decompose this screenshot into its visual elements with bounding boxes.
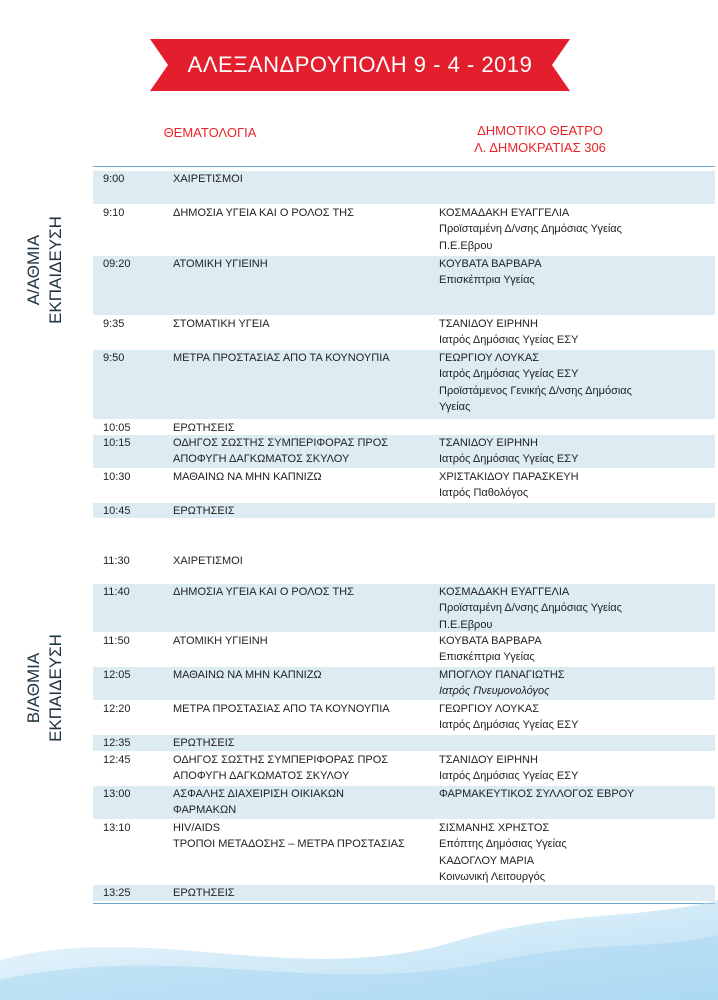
session-time: 9:00	[103, 173, 125, 185]
speaker-line: Επόπτης Δημόσιας Υγείας	[439, 838, 567, 851]
table-row	[93, 735, 715, 751]
subject-line: ΟΔΗΓΟΣ ΣΩΣΤΗΣ ΣΥΜΠΕΡΙΦΟΡΑΣ ΠΡΟΣ	[173, 754, 389, 766]
speaker-line: Κοινωνική Λειτουργός	[439, 871, 546, 884]
session-subject	[173, 553, 433, 569]
table-row	[93, 316, 715, 349]
subject-line: ΜΕΤΡΑ ΠΡΟΣΤΑΣΙΑΣ ΑΠΟ ΤΑ ΚΟΥΝΟΥΠΙΑ	[173, 352, 390, 364]
session-time: 09:20	[103, 258, 131, 270]
session-speakers	[439, 584, 709, 633]
session-subject	[173, 503, 433, 519]
session-time: 9:10	[103, 207, 125, 219]
subject-line: ΣΤΟΜΑΤΙΚΗ ΥΓΕΙΑ	[173, 318, 270, 330]
table-row	[93, 584, 715, 632]
subject-line: ΜΕΤΡΑ ΠΡΟΣΤΑΣΙΑΣ ΑΠΟ ΤΑ ΚΟΥΝΟΥΠΙΑ	[173, 703, 390, 715]
table-row	[93, 469, 715, 502]
session-speakers	[439, 256, 709, 289]
table-row	[93, 435, 715, 468]
speaker-line: ΤΣΑΝΙΔΟΥ ΕΙΡΗΝΗ	[439, 437, 538, 449]
session-speakers	[439, 435, 709, 468]
subject-line: ΕΡΩΤΗΣΕΙΣ	[173, 422, 235, 434]
speaker-line: Ιατρός Δημόσιας Υγείας ΕΣΥ	[439, 334, 579, 347]
speaker-line: ΤΣΑΝΙΔΟΥ ΕΙΡΗΝΗ	[439, 318, 538, 330]
session-time: 13:00	[103, 788, 131, 800]
table-row	[93, 701, 715, 734]
venue-name: ΔΗΜΟΤΙΚΟ ΘΕΑΤΡΟ	[477, 123, 603, 138]
session-subject	[173, 701, 433, 717]
subject-line: ΤΡΟΠΟΙ ΜΕΤΑΔΟΣΗΣ – ΜΕΤΡΑ ΠΡΟΣΤΑΣΙΑΣ	[173, 838, 405, 851]
session-subject	[173, 256, 433, 272]
speaker-line: ΦΑΡΜΑΚΕΥΤΙΚΟΣ ΣΥΛΛΟΓΟΣ ΕΒΡΟΥ	[439, 788, 635, 800]
speaker-line: ΤΣΑΝΙΔΟΥ ΕΙΡΗΝΗ	[439, 754, 538, 766]
session-speakers	[439, 667, 709, 700]
session-time: 11:50	[103, 635, 130, 647]
table-row	[93, 171, 715, 204]
table-top-rule	[93, 166, 715, 167]
speaker-line: Υγείας	[439, 401, 471, 414]
page-title: ΑΛΕΞΑΝΔΡΟΥΠΟΛΗ 9 - 4 - 2019	[187, 52, 533, 77]
session-subject	[173, 171, 433, 187]
session-speakers	[439, 786, 709, 802]
subject-line: ΑΠΟΦΥΓΗ ΔΑΓΚΩΜΑΤΟΣ ΣΚΥΛΟΥ	[173, 770, 350, 783]
subject-line: HIV/AIDS	[173, 822, 221, 834]
session-time: 10:45	[103, 505, 131, 517]
speaker-line: Προϊστάμενος Γενικής Δ/νσης Δημόσιας	[439, 384, 632, 397]
session-speakers	[439, 469, 709, 502]
session-subject	[173, 435, 433, 468]
topics-column-header: ΘΕΜΑΤΟΛΟΓΙΑ	[163, 125, 257, 140]
subject-line: ΜΑΘΑΙΝΩ ΝΑ ΜΗΝ ΚΑΠΝΙΖΩ	[173, 471, 322, 483]
section-label-secondary: Β/ΑΘΜΙΑ ΕΚΠΑΙΔΕΥΣΗ	[24, 634, 65, 742]
session-time: 12:20	[103, 703, 131, 715]
speaker-line: Προϊσταμένη Δ/νσης Δημόσιας Υγείας	[439, 602, 622, 615]
subject-line: ΕΡΩΤΗΣΕΙΣ	[173, 505, 235, 517]
table-row	[93, 667, 715, 700]
speaker-line: ΚΑΔΟΓΛΟΥ ΜΑΡΙΑ	[439, 854, 535, 867]
session-subject	[173, 205, 433, 221]
subject-line: ΧΑΙΡΕΤΙΣΜΟΙ	[173, 173, 243, 185]
session-time: 12:35	[103, 737, 131, 749]
session-time: 13:10	[103, 822, 131, 834]
speaker-line: Προϊσταμένη Δ/νσης Δημόσιας Υγείας	[439, 223, 622, 236]
speaker-line: ΜΠΟΓΛΟΥ ΠΑΝΑΓΙΩΤΗΣ	[439, 669, 565, 681]
venue-address: Λ. ΔΗΜΟΚΡΑΤΙΑΣ 306	[474, 140, 606, 155]
subject-line: ΜΑΘΑΙΝΩ ΝΑ ΜΗΝ ΚΑΠΝΙΖΩ	[173, 669, 322, 681]
speaker-line: ΓΕΩΡΓΙΟΥ ΛΟΥΚΑΣ	[439, 352, 539, 364]
speaker-line: ΧΡΙΣΤΑΚΙΔΟΥ ΠΑΡΑΣΚΕΥΗ	[439, 471, 579, 483]
decorative-wave	[0, 880, 718, 1000]
session-time: 13:25	[103, 887, 131, 899]
speaker-line: Ιατρός Δημόσιας Υγείας ΕΣΥ	[439, 368, 579, 381]
table-row	[93, 553, 715, 583]
session-speakers	[439, 633, 709, 666]
table-row	[93, 205, 715, 255]
table-row	[93, 786, 715, 819]
session-subject	[173, 735, 433, 751]
subject-line: ΕΡΩΤΗΣΕΙΣ	[173, 887, 235, 899]
speaker-line: Ιατρός Πνευμονολόγος	[439, 685, 550, 698]
session-time: 11:30	[103, 555, 130, 567]
session-subject	[173, 469, 433, 485]
session-time: 10:30	[103, 471, 131, 483]
session-time: 10:05	[103, 422, 131, 434]
table-row	[93, 503, 715, 518]
speaker-line: Επισκέπτρια Υγείας	[439, 651, 535, 664]
table-row	[93, 820, 715, 884]
table-row	[93, 633, 715, 666]
subject-line: ΔΗΜΟΣΙΑ ΥΓΕΙΑ ΚΑΙ Ο ΡΟΛΟΣ ΤΗΣ	[173, 207, 354, 219]
subject-line: ΟΔΗΓΟΣ ΣΩΣΤΗΣ ΣΥΜΠΕΡΙΦΟΡΑΣ ΠΡΟΣ	[173, 437, 389, 449]
session-speakers	[439, 350, 709, 416]
session-subject	[173, 667, 433, 683]
subject-line: ΑΤΟΜΙΚΗ ΥΓΙΕΙΝΗ	[173, 635, 268, 647]
session-time: 12:45	[103, 754, 131, 766]
subject-line: ΔΗΜΟΣΙΑ ΥΓΕΙΑ ΚΑΙ Ο ΡΟΛΟΣ ΤΗΣ	[173, 586, 354, 598]
session-speakers	[439, 701, 709, 734]
speaker-line: Ιατρός Δημόσιας Υγείας ΕΣΥ	[439, 453, 579, 466]
subject-line: ΑΣΦΑΛΗΣ ΔΙΑΧΕΙΡΙΣΗ ΟΙΚΙΑΚΩΝ	[173, 788, 344, 800]
speaker-line: ΣΙΣΜΑΝΗΣ ΧΡΗΣΤΟΣ	[439, 822, 550, 834]
session-time: 11:40	[103, 586, 130, 598]
subject-line: ΑΤΟΜΙΚΗ ΥΓΙΕΙΝΗ	[173, 258, 268, 270]
subject-line: ΧΑΙΡΕΤΙΣΜΟΙ	[173, 555, 243, 567]
speaker-line: ΓΕΩΡΓΙΟΥ ΛΟΥΚΑΣ	[439, 703, 539, 715]
speaker-line: Επισκέπτρια Υγείας	[439, 274, 535, 287]
speaker-line: Π.Ε.Εβρου	[439, 618, 493, 631]
subject-line: ΦΑΡΜΑΚΩΝ	[173, 804, 237, 817]
speaker-line: ΚΟΣΜΑΔΑΚΗ ΕΥΑΓΓΕΛΙΑ	[439, 207, 570, 219]
speaker-line: ΚΟΣΜΑΔΑΚΗ ΕΥΑΓΓΕΛΙΑ	[439, 586, 570, 598]
session-subject	[173, 584, 433, 600]
session-subject	[173, 820, 433, 853]
speaker-line: Ιατρός Παθολόγος	[439, 487, 529, 500]
table-row	[93, 256, 715, 315]
table-row	[93, 752, 715, 785]
table-row	[93, 350, 715, 419]
session-time: 9:50	[103, 352, 125, 364]
session-speakers	[439, 205, 709, 254]
section-label-primary: Α/ΑΘΜΙΑ ΕΚΠΑΙΔΕΥΣΗ	[24, 216, 65, 324]
session-subject	[173, 350, 433, 366]
session-speakers	[439, 316, 709, 349]
speaker-line: Π.Ε.Εβρου	[439, 239, 493, 252]
subject-line: ΕΡΩΤΗΣΕΙΣ	[173, 737, 235, 749]
venue-column-header	[425, 122, 655, 156]
session-time: 12:05	[103, 669, 131, 681]
session-time: 10:15	[103, 437, 131, 449]
table-row	[93, 420, 715, 434]
session-subject	[173, 633, 433, 649]
session-subject	[173, 316, 433, 332]
session-speakers	[439, 752, 709, 785]
speaker-line: Ιατρός Δημόσιας Υγείας ΕΣΥ	[439, 719, 579, 732]
speaker-line: ΚΟΥΒΑΤΑ ΒΑΡΒΑΡΑ	[439, 258, 542, 270]
speaker-line: ΚΟΥΒΑΤΑ ΒΑΡΒΑΡΑ	[439, 635, 542, 647]
subject-line: ΑΠΟΦΥΓΗ ΔΑΓΚΩΜΑΤΟΣ ΣΚΥΛΟΥ	[173, 453, 350, 466]
session-subject	[173, 420, 433, 436]
speaker-line: Ιατρός Δημόσιας Υγείας ΕΣΥ	[439, 770, 579, 783]
session-time: 9:35	[103, 318, 125, 330]
session-subject	[173, 752, 433, 785]
session-subject	[173, 786, 433, 819]
session-speakers	[439, 820, 709, 886]
